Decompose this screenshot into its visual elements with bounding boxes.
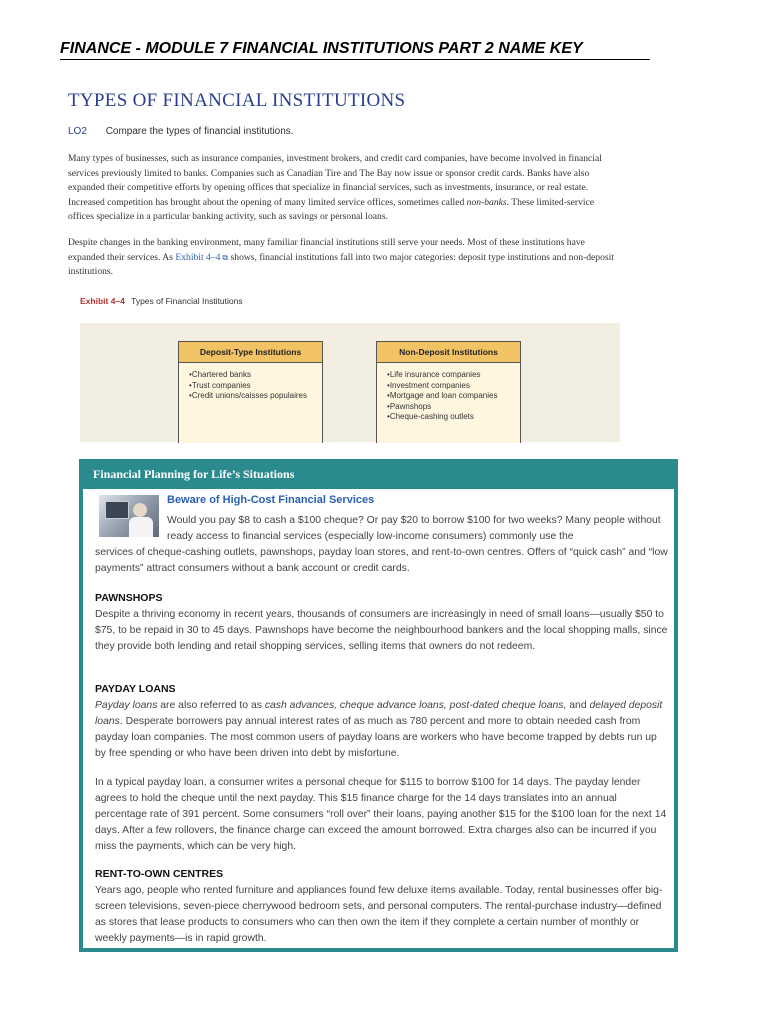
rent-to-own-text: Years ago, people who rented furniture and appliances found few deluxe items available. Today, rental businesses offer big-screen televisions, seven-piece cherrywood bedroom sets, and personal computers. The rental-purchase industry—defined as stores that lease products to consumers who can then own the item if they complete a certain number of monthly or weekly payments—is in rapid growth. <box>95 885 663 944</box>
feature-intro: Would you pay $8 to cash a $100 cheque? Or pay $20 to borrow $100 for two weeks? Many people without ready access to financial services (especially low-income consumers) commonly use the <box>167 515 661 542</box>
exhibit-diagram <box>80 323 620 442</box>
payday-text-part: and <box>566 700 590 711</box>
person-head-shape <box>133 503 147 517</box>
non-deposit-title: Non-Deposit Institutions <box>377 342 520 363</box>
categories-paragraph <box>68 236 620 280</box>
deposit-type-list <box>179 363 322 402</box>
list-item: • Investment companies <box>387 381 520 392</box>
non-deposit-box <box>376 341 521 443</box>
rent-to-own-heading: RENT-TO-OWN CENTRES <box>95 868 224 880</box>
payday-text-part: are also referred to as <box>157 700 265 711</box>
list-item: • Chartered banks <box>189 370 322 381</box>
feature-title: Beware of High-Cost Financial Services <box>167 494 375 506</box>
list-item: • Trust companies <box>189 381 322 392</box>
page-header: FINANCE - MODULE 7 FINANCIAL INSTITUTIONS PART 2 NAME KEY <box>60 40 650 60</box>
non-deposit-list <box>377 363 520 423</box>
learning-objective-code: LO2 <box>68 126 87 137</box>
intro-paragraph-end: . These limited-service offices specialize in a particular banking activity, such as savings or personal loans. <box>68 196 595 222</box>
intro-paragraph-text: Many types of businesses, such as insurance companies, investment brokers, and credit card companies, have become involved in financial services previously limited to banks. Companies such as Canadian Tire and The Bay now issue or sponsor credit cards. Banks have also expanded their competitive efforts by opening offices that specialize in financial services, such as investments, insurance, or real estate. Increased competition has brought about the opening of many limited service offices, sometimes called <box>68 153 602 208</box>
list-item: • Life insurance companies <box>387 370 520 381</box>
pawnshops-heading: PAWNSHOPS <box>95 592 163 604</box>
exhibit-code: Exhibit 4–4 <box>80 296 125 306</box>
monitor-icon <box>105 501 129 519</box>
learning-objective <box>68 126 294 137</box>
categories-paragraph-text: Despite changes in the banking environment, many familiar financial institutions still serve your needs. Most of these institutions have expanded their services. As <box>68 237 585 263</box>
external-link-icon[interactable]: ⧉ <box>220 252 229 262</box>
payday-loans-text <box>95 698 670 762</box>
feature-intro-continued: services of cheque-cashing outlets, pawnshops, payday loan stores, and rent-to-own centres. Offers of “quick cash” and “low payments” attract consumers without a bank account or credit cards. <box>95 547 668 574</box>
sidebar-header: Financial Planning for Life’s Situations <box>79 459 678 489</box>
payday-aliases-term: cash advances, cheque advance loans, post-dated cheque loans, <box>264 700 567 711</box>
deposit-type-title: Deposit-Type Institutions <box>179 342 322 363</box>
list-item: • Pawnshops <box>387 402 520 413</box>
exhibit-link[interactable]: Exhibit 4–4 <box>175 251 221 263</box>
pawnshops-text: Despite a thriving economy in recent years, thousands of consumers are increasingly in need of small loans—usually $50 to $75, to be repaid in 30 to 45 days. Pawnshops have become the neighbourhood bankers and the local shopping malls, since they provide both lending and retail shopping services, selling items that owners do not redeem. <box>95 609 668 652</box>
non-banks-term: non-banks <box>466 196 507 208</box>
payday-loans-heading: PAYDAY LOANS <box>95 683 176 695</box>
list-item: • Mortgage and loan companies <box>387 391 520 402</box>
delayed-deposit-term: delayed deposit loans <box>95 700 663 727</box>
financial-planning-sidebar <box>79 459 678 952</box>
deposit-type-box <box>178 341 323 443</box>
list-item: • Credit unions/caisses populaires <box>189 391 322 402</box>
exhibit-caption-text: Types of Financial Institutions <box>131 296 243 306</box>
list-item: • Cheque-cashing outlets <box>387 412 520 423</box>
payday-term: Payday loans <box>95 700 158 711</box>
person-torso-shape <box>129 517 153 537</box>
section-title: TYPES OF FINANCIAL INSTITUTIONS <box>68 90 406 111</box>
office-worker-photo <box>99 495 159 537</box>
intro-paragraph <box>68 152 620 225</box>
exhibit-caption <box>80 296 243 306</box>
payday-example-text: In a typical payday loan, a consumer writes a personal cheque for $115 to borrow $100 for 14 days. The payday lender agrees to hold the cheque until the next payday. This $15 finance charge for the 14 days translates into an annual percentage rate of 391 percent. Some consumers “roll over” their loans, paying another $15 for the $100 loan for the next 14 days. After a few rollovers, the finance charge can exceed the amount borrowed. Extra charges also can be incurred if you miss the payments, which can be very high. <box>95 777 667 852</box>
learning-objective-text: Compare the types of financial institutions. <box>105 126 294 137</box>
payday-text-part: . Desperate borrowers pay annual interest rates of as much as 780 percent and more to obtain needed cash from payday loan companies. The most common users of payday loans are workers who have become trapped by debts run up by free spending or who have been driven into debt by misfortune. <box>95 716 657 759</box>
categories-paragraph-end: shows, financial institutions fall into two major categories: deposit type institutions and non-deposit institutions. <box>68 251 614 277</box>
